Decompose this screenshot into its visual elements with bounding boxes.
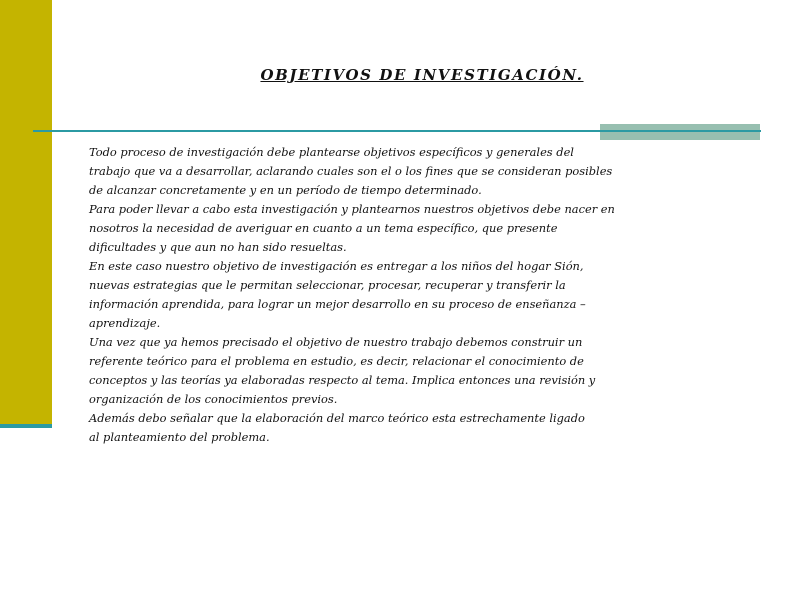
left-accent-bar: [0, 0, 52, 424]
body-line: nosotros la necesidad de averiguar en cuanto a un tema específico, que presente: [89, 221, 558, 235]
body-line: Además debo señalar que la elaboración del marco teórico esta estrechamente ligado: [89, 411, 585, 425]
body-line: referente teórico para el problema en estudio, es decir, relacionar el conocimiento de: [89, 354, 584, 368]
body-line: aprendizaje.: [89, 316, 161, 330]
body-line: organización de los conocimientos previos.: [89, 392, 338, 406]
body-line: de alcanzar concretamente y en un período de tiempo determinado.: [89, 183, 482, 197]
divider-accent-line: [600, 130, 760, 132]
body-line: Una vez que ya hemos precisado el objetivo de nuestro trabajo debemos construir un: [89, 335, 583, 349]
body-line: nuevas estrategias que le permitan seleccionar, procesar, recuperar y transferir la: [89, 278, 566, 292]
left-accent-bar-underline: [0, 424, 52, 428]
body-line: Todo proceso de investigación debe plantearse objetivos específicos y generales del: [89, 145, 574, 159]
body-text: [89, 143, 615, 447]
body-line: conceptos y las teorías ya elaboradas respecto al tema. Implica entonces una revisión y: [89, 373, 596, 387]
body-line: En este caso nuestro objetivo de investigación es entregar a los niños del hogar Sión,: [89, 259, 584, 273]
body-line: al planteamiento del problema.: [89, 430, 270, 444]
body-line: Para poder llevar a cabo esta investigación y plantearnos nuestros objetivos debe nacer en: [89, 202, 615, 216]
slide-title: OBJETIVOS DE INVESTIGACIÓN.: [260, 66, 584, 84]
body-line: dificultades y que aun no han sido resueltas.: [89, 240, 347, 254]
divider-accent-block: [600, 124, 760, 140]
body-line: información aprendida, para lograr un mejor desarrollo en su proceso de enseñanza –: [89, 297, 586, 311]
body-line: trabajo que va a desarrollar, aclarando cuales son el o los fines que se consideran posibles: [89, 164, 613, 178]
